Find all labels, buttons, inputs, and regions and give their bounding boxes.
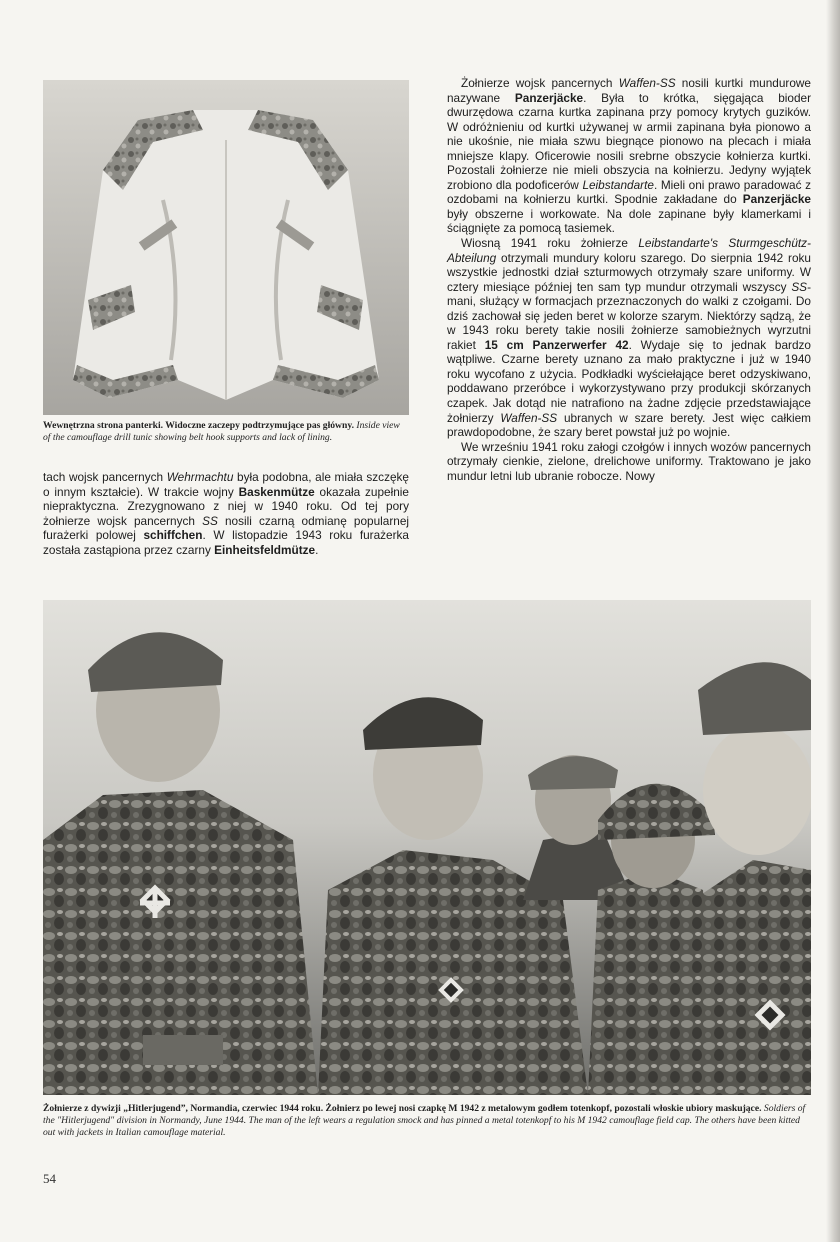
top-photo-caption (43, 420, 409, 444)
page-number: 54 (43, 1171, 56, 1186)
right-paragraph-2 (447, 236, 811, 440)
text-span: otrzymali mundury koloru szarego. Do sierpnia 1942 roku wszystkie jednostki dział szturmowych otrzymały szare uniformy. W cztery miesiące później ten sam typ mundur otrzymali wszyscy (447, 250, 811, 294)
soldiers-illustration (43, 600, 811, 1095)
bold-term: schiffchen (143, 528, 203, 543)
text-span: Wiosną 1941 roku żołnierze (461, 236, 639, 251)
text-span: We wrześniu 1941 roku załogi czołgów i innych wozów pancernych otrzymały cienkie, zielone, drelichowe uniformy. Traktowano je jako mundur letni lub ubranie robocze. Nowy (447, 439, 811, 483)
bold-term: 15 cm Panzerwerfer 42 (484, 337, 629, 352)
camouflage-tunic-photo (43, 80, 409, 415)
page-spine-shadow (826, 0, 840, 1242)
right-text-column (447, 76, 811, 483)
tunic-illustration (43, 80, 409, 415)
italic-term: Waffen-SS (618, 76, 676, 90)
text-span: tach wojsk pancernych (43, 470, 167, 484)
left-paragraph (43, 470, 409, 557)
text-span: były obszerne i workowate. Na dole zapinane były klamerkami i ściągnięte za pomocą tasiemek. (447, 206, 811, 236)
bold-term: Panzerjäcke (514, 90, 584, 105)
text-span: była podobna, ale miała szczękę o innym kształcie). W trakcie wojny (43, 470, 409, 499)
italic-term: SS (791, 279, 808, 294)
italic-term: Leibstandarte's Sturmgeschütz-Abteilung (447, 236, 811, 265)
bottom-caption-polish: Żołnierze z dywizji „Hitlerjugend”, Normandia, czerwiec 1944 roku. Żołnierz po lewej nosi czapkę M 1942 z metalowym godłem totenkopf, pozostali włoskie ubiory maskujące. (43, 1103, 762, 1114)
text-span: -mani, służący w formacjach przeznaczonych do walki z czołgami. Do dziś zachował się jeden beret w kolorze szarym. Niektórzy sądzą, że w 1943 roku berety takie nosili żołnierze samobieżnych wyrzutni rakiet (447, 279, 811, 352)
text-span: . W listopadzie 1943 roku furażerka została zastąpiona przez czarny (43, 528, 409, 557)
bottom-caption-english: Soldiers of the "Hitlerjugend" division in Normandy, June 1944. The man of the left wears a regulation smock and has pinned a metal totenkopf to his M 1942 camouflage field cap. The others have been kitted out with jackets in Italian camouflage material. (43, 1103, 806, 1138)
text-span: nosili kurtki mundurowe nazywane (447, 76, 811, 105)
italic-term: Leibstandarte (582, 177, 654, 192)
right-paragraph-1 (447, 76, 811, 236)
soldiers-photo (43, 600, 811, 1095)
text-span: nosili czarną odmianę popularnej furażerki polowej (43, 513, 410, 543)
bottom-photo-caption (43, 1103, 813, 1139)
text-span: . Wydaje się to jednak bardzo wątpliwe. Czarne berety uznano za mało praktyczne i już w 1940 roku wycofano z użycia. Podkładki wyściełające beret odzyskiwano, poddawano przeróbce i wykorzystywano przy produkcji skórzanych czapek. Jak dotąd nie natrafiono na żadne zdjęcie przedstawiające żołnierzy (447, 337, 811, 425)
italic-term: Wehrmachtu (166, 470, 234, 484)
text-span: . Była to krótka, sięgająca bioder dwurzędowa czarna kurtka zapinana przy pomocy krytych guzików. W odróżnieniu od kurtki używanej w armii zapinana była pionowo a nie ukośnie, nie miała szwu biegnące pionowo na plecach i miała mniejsze klapy. Oficerowie nosili srebrne obszycie kołnierza kurtki. Pozostali żołnierze nie mieli obszycia na kołnierzu. Jedyny wyjątek zrobiono dla podoficerów (447, 90, 811, 192)
bold-term: Einheitsfeldmütze (214, 542, 316, 557)
bold-term: Panzerjäcke (742, 192, 811, 207)
italic-term: Waffen-SS (500, 410, 558, 425)
text-span: Żołnierze wojsk pancernych (461, 76, 619, 90)
text-span: okazała zupełnie niepraktyczna. Zrezygnowano z niej w 1940 roku. Od tej pory żołnierze wojsk pancernych (43, 484, 409, 528)
italic-term: SS (202, 513, 218, 528)
left-text-column (43, 470, 409, 557)
top-caption-polish: Wewnętrzna strona panterki. Widoczne zaczepy podtrzymujące pas główny. (43, 420, 354, 431)
text-span: . Mieli oni prawo paradować z ozdobami na kołnierzu kurtki. Spodnie zakładane do (447, 177, 811, 207)
text-span: . (315, 542, 319, 557)
top-caption-english: Inside view of the camouflage drill tunic showing belt hook supports and lack of lining. (43, 420, 400, 443)
right-paragraph-3 (447, 440, 811, 484)
bold-term: Baskenmütze (238, 484, 315, 499)
text-span: ubranych w szare berety. Jest więc całkiem prawdopodobne, że szary beret powstał już po wojnie. (447, 410, 812, 440)
